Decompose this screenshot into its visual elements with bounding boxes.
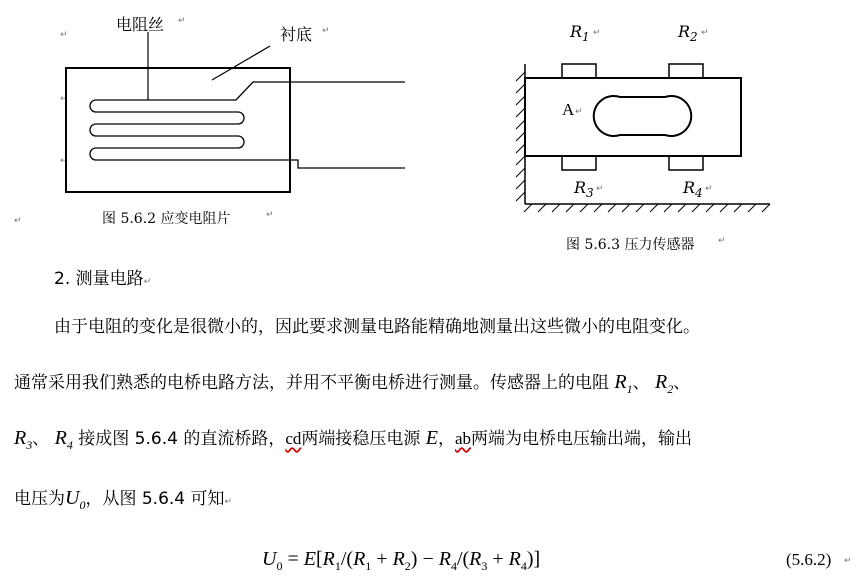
gauge-r2: [669, 64, 703, 78]
paragraph-mark: ↵: [705, 184, 713, 194]
gauge-r3: [562, 156, 596, 170]
paragraph-mark: ↵: [60, 30, 68, 40]
label-r2: $R_2$: [678, 22, 698, 45]
var-u0: $U_0$: [65, 487, 86, 512]
var-r4: $R_4$: [54, 427, 73, 452]
pressure-sensor-figure: [0, 0, 863, 220]
paragraph-mark: ↵: [14, 216, 22, 226]
dumbbell-hole: [594, 96, 691, 136]
label-r1: $R_1$: [570, 22, 590, 45]
figure-caption-5-6-2: 图 5.6.2 应变电阻片: [102, 211, 231, 227]
label-r4: $R_4$: [683, 178, 703, 201]
var-r3: $R_3$: [14, 427, 33, 452]
label-a: A: [562, 100, 575, 119]
paragraph-mark: ↵: [266, 210, 274, 220]
paragraph-mark: ↵: [593, 28, 601, 38]
paragraph-mark: ↵: [178, 16, 186, 26]
paragraph-mark: ↵: [596, 184, 604, 194]
gauge-r1: [562, 64, 596, 78]
label-r3: $R_3$: [574, 178, 594, 201]
label-resistance-wire: 电阻丝: [116, 15, 165, 34]
equation-number: (5.6.2): [786, 550, 832, 569]
paragraph-mark: ↵: [322, 26, 330, 36]
paragraph-mark: ↵: [701, 28, 709, 38]
paragraph-mark: ↵: [575, 107, 583, 117]
elastic-beam: [525, 78, 741, 156]
paragraph-line-1: 由于电阻的变化是很微小的，因此要求测量电路能精确地测量出这些微小的电阻变化。: [54, 317, 700, 337]
paragraph-mark: ↵: [60, 156, 68, 166]
gauge-r4: [669, 156, 703, 170]
label-substrate: 衬底: [280, 25, 313, 44]
var-r1: $R_1$: [614, 371, 633, 396]
var-e: E: [425, 427, 438, 449]
var-r2: $R_2$: [655, 371, 674, 396]
paragraph-line-3: $R_3$、 $R_4$ 接成图 5.6.4 的直流桥路，cd两端接稳压电源 E，ab两端为电桥电压输出端，输出: [14, 427, 693, 452]
formula-5-6-2: $U_0 = E[R_1/(R_1 + R_2) - R_4/(R_3 + R_4)]$: [262, 548, 541, 573]
figure-caption-5-6-3: 图 5.6.3 压力传感器: [566, 237, 695, 253]
paragraph-line-4: 电压为$U_0$，从图 5.6.4 可知↵: [14, 487, 233, 512]
paragraph-mark: ↵: [718, 236, 726, 246]
paragraph-line-2: 通常采用我们熟悉的电桥电路方法，并用不平衡电桥进行测量。传感器上的电阻 $R_1$、 $R_2$、: [14, 371, 691, 396]
section-heading: 2. 测量电路↵: [54, 269, 152, 289]
paragraph-mark: ↵: [60, 94, 68, 104]
paragraph-mark: ↵: [844, 556, 852, 566]
